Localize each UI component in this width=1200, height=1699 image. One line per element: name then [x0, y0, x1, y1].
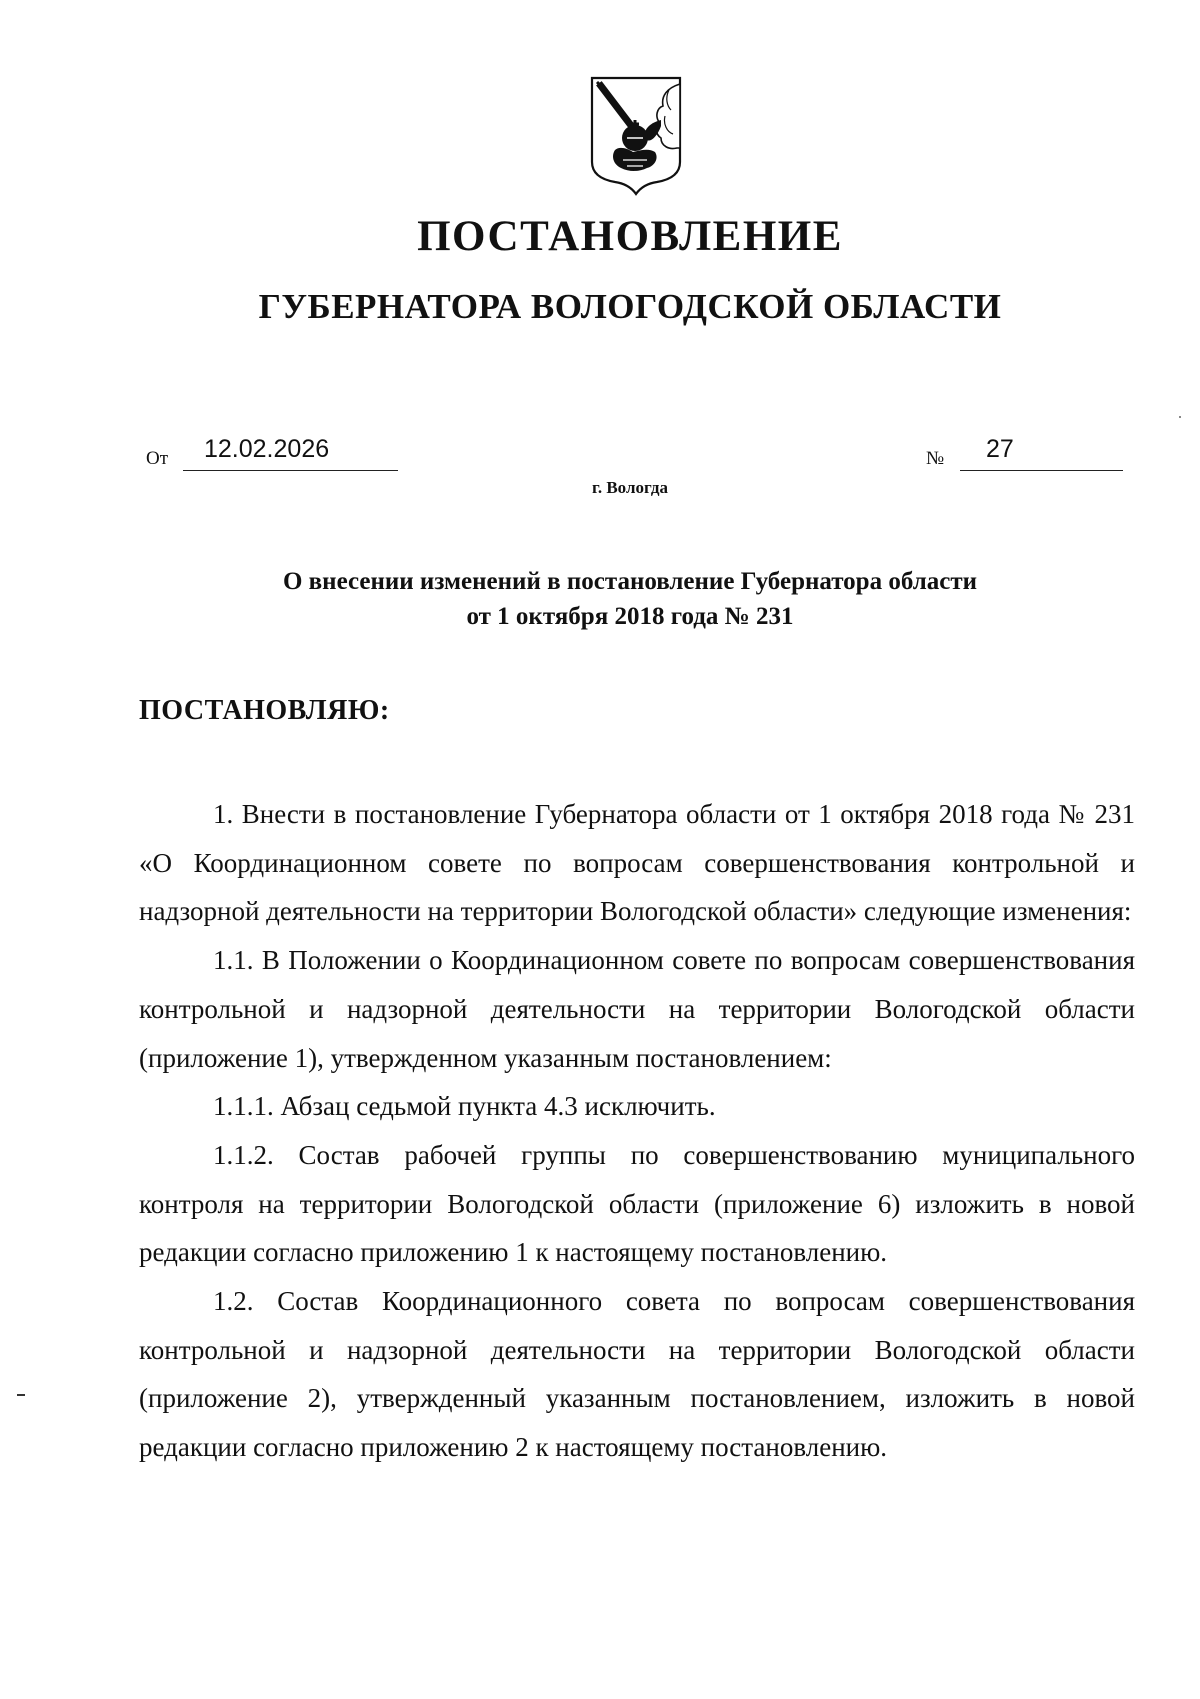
city-name: г. Вологда [592, 478, 668, 497]
number-value: 27 [986, 435, 1014, 463]
paragraph-1-1-2: 1.1.2. Состав рабочей группы по совершенствованию муниципального контроля на территории Вологодской области (приложение 6) изложить в новой редакции согласно приложению 1 к настоящему постановлению. [139, 1139, 1135, 1268]
date-underline [183, 470, 398, 471]
document-body [139, 790, 1135, 1472]
paragraph-1-2: 1.2. Состав Координационного совета по вопросам совершенствования контрольной и надзорной деятельности на территории Вологодской области (приложение 2), утвержденный указанным постановлением, изложить в новой редакции согласно приложению 2 к настоящему постановлению. [139, 1286, 1135, 1463]
coat-of-arms-icon [589, 76, 683, 196]
number-underline [960, 470, 1123, 471]
paragraph-1: 1. Внести в постановление Губернатора области от 1 октября 2018 года № 231 «О Координационном совете по вопросам совершенствования контрольной и надзорной деятельности на территории Вологодской области» следующие изменения: [139, 799, 1135, 927]
scan-speck [17, 1394, 25, 1396]
document-subject [0, 564, 1200, 634]
subject-line-1: О внесении изменений в постановление Губернатора области [282, 568, 978, 595]
subject-line-2: от 1 октября 2018 года № 231 [466, 603, 794, 630]
document-title: ПОСТАНОВЛЕНИЕ [417, 213, 843, 260]
date-value: 12.02.2026 [204, 435, 330, 463]
scan-mark [1179, 416, 1181, 418]
paragraph-1-1: 1.1. В Положении о Координационном совете по вопросам совершенствования контрольной и надзорной деятельности на территории Вологодской области (приложение 1), утвержденном указанным постановлением: [139, 945, 1135, 1073]
document-issuer: ГУБЕРНАТОРА ВОЛОГОДСКОЙ ОБЛАСТИ [258, 287, 1002, 326]
date-label: От [146, 448, 169, 469]
decree-heading: ПОСТАНОВЛЯЮ: [139, 695, 390, 726]
number-label: № [926, 448, 945, 469]
paragraph-1-1-1: 1.1.1. Абзац седьмой пункта 4.3 исключить. [213, 1091, 716, 1122]
